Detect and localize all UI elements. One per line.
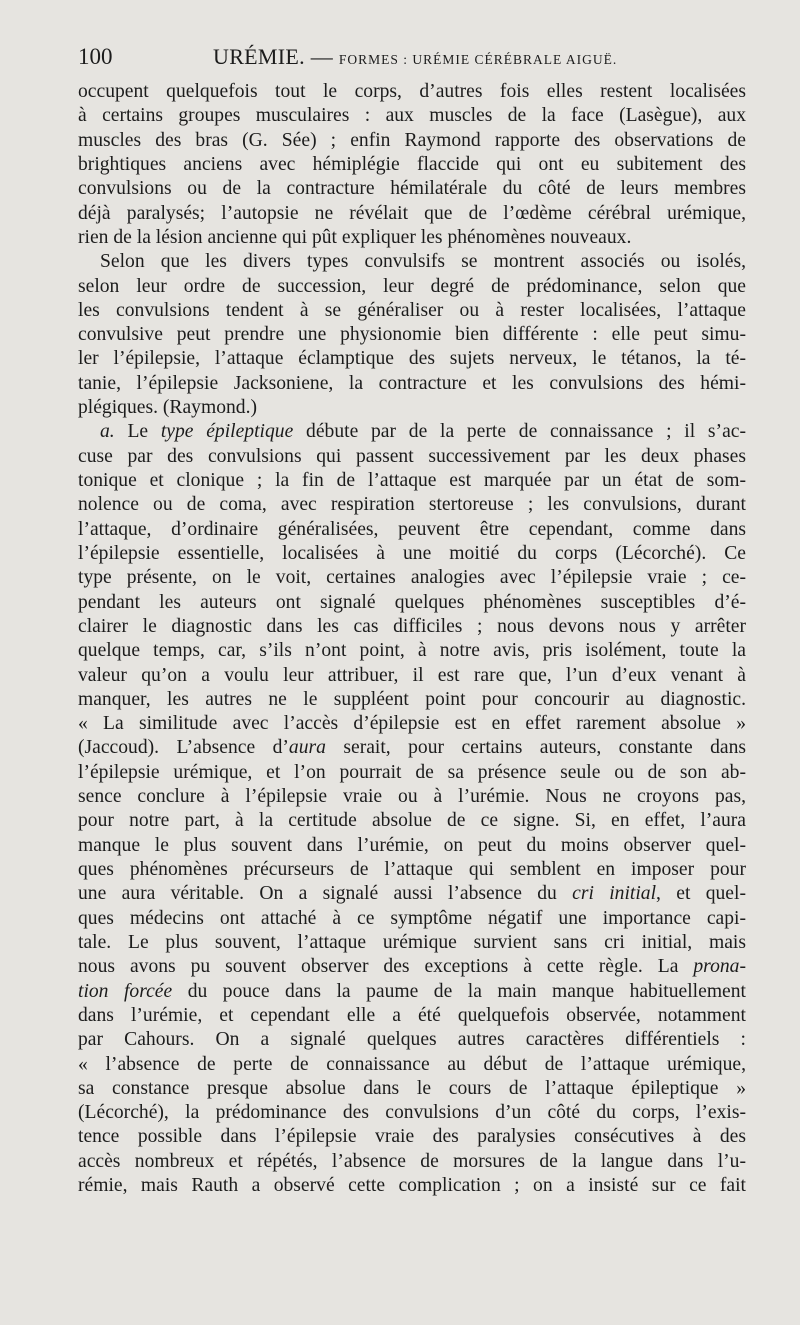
text-line: tanie, l’épilepsie Jacksoniene, la contracture et les convulsions des hémi- <box>78 372 746 394</box>
text-line: cuse par des convulsions qui passent successivement par les deux phases <box>78 445 746 467</box>
text-line: sa constance presque absolue dans le cours de l’attaque épileptique » <box>78 1077 746 1099</box>
text-line: « La similitude avec l’accès d’épilepsie est en effet rarement absolue » <box>78 713 746 735</box>
text-line: rien de la lésion ancienne qui pût expliquer les phénomènes nouveaux. <box>78 226 632 248</box>
text-line: rémie, mais Rauth a observé cette complication ; on a insisté sur ce fait <box>78 1175 746 1197</box>
text-line: les convulsions tendent à se généraliser ou à rester localisées, l’attaque <box>78 299 746 321</box>
text-line: accès nombreux et répétés, l’absence de morsures de la langue dans l’u- <box>78 1150 746 1172</box>
text-line: (Lécorché), la prédominance des convulsions d’un côté du corps, l’exis- <box>78 1102 746 1124</box>
text-line: pendant les auteurs ont signalé quelques phénomènes susceptibles d’é- <box>78 591 746 613</box>
text-line: convulsive peut prendre une physionomie bien différente : elle peut simu- <box>78 324 746 346</box>
italic-term: cri initial <box>572 883 657 905</box>
running-head <box>213 44 617 70</box>
text-line: pour notre part, à la certitude absolue de ce signe. Si, en effet, l’aura <box>78 810 746 832</box>
text-line: tence possible dans l’épilepsie vraie des paralysies consécutives à des <box>78 1126 746 1148</box>
text-line: quelque temps, car, s’ils n’ont point, à notre avis, pris isolément, toute la <box>78 640 746 662</box>
text-line: ques médecins ont attaché à ce symptôme négatif une importance capi- <box>78 907 746 929</box>
text-line: Selon que les divers types convulsifs se montrent associés ou isolés, <box>100 251 746 273</box>
italic-term: a. <box>100 421 128 443</box>
text-line: sence conclure à l’épilepsie vraie ou à l’urémie. Nous ne croyons pas, <box>78 786 746 808</box>
italic-term: prona- <box>693 956 746 978</box>
text-line: clairer le diagnostic dans les cas difficiles ; nous devons nous y arrêter <box>78 615 746 637</box>
text-line: ques phénomènes précurseurs de l’attaque qui semblent en imposer pour <box>78 859 746 880</box>
text-line: selon leur ordre de succession, leur degré de prédominance, selon que <box>78 275 746 297</box>
text-line: à certains groupes musculaires : aux muscles de la face (Lasègue), aux <box>78 105 746 127</box>
text-line: convulsions ou de la contracture hémilatérale du côté de leurs membres <box>78 178 746 200</box>
text-line: occupent quelquefois tout le corps, d’autres fois elles restent localisées <box>78 81 746 102</box>
text-line: déjà paralysés; l’autopsie ne révélait que de l’œdème cérébral urémique, <box>78 202 746 224</box>
text-segment: (Jaccoud). L’absence d’ <box>78 737 289 759</box>
text-segment: débute par de la perte de connaissance ; il s’ac- <box>293 421 747 443</box>
text-segment: du pouce dans la paume de la main manque habituellement <box>172 980 746 1002</box>
italic-term: type épileptique <box>160 421 294 443</box>
text-line: valeur qu’on a voulu leur attribuer, il est rare que, l’un d’eux venant à <box>78 664 746 686</box>
text-line: l’épilepsie urémique, et l’on pourrait de sa présence seule ou de son ab- <box>78 761 746 783</box>
italic-term: tion forcée <box>78 980 173 1002</box>
text-segment: serait, pour certains auteurs, constante dans <box>325 737 747 759</box>
text-line: l’épilepsie essentielle, localisées à une moitié du corps (Lécorché). Ce <box>78 542 746 564</box>
text-line: tonique et clonique ; la fin de l’attaque est marquée par un état de som- <box>78 470 746 491</box>
text-line: manquer, les autres ne le suppléent point pour concourir au diagnostic. <box>78 688 746 710</box>
running-subtitle: FORMES : URÉMIE CÉRÉBRALE AIGUË. <box>338 52 618 67</box>
text-line <box>78 955 746 979</box>
text-line: tale. Le plus souvent, l’attaque urémique survient sans cri initial, mais <box>78 931 746 953</box>
page-header <box>78 44 722 74</box>
text-line <box>78 980 746 1004</box>
text-line: dans l’urémie, et cependant elle a été quelquefois observée, notamment <box>78 1004 746 1026</box>
text-segment: , et quel- <box>656 883 746 905</box>
text-line: nolence ou de coma, avec respiration stertoreuse ; les convulsions, durant <box>78 494 746 516</box>
text-segment: nous avons pu souvent observer des exceptions à cette règle. La <box>78 956 694 978</box>
text-segment: Le <box>127 421 161 443</box>
text-line: ler l’épilepsie, l’attaque éclamptique des sujets nerveux, le tétanos, la té- <box>78 348 746 370</box>
body-text <box>78 80 746 1198</box>
text-line <box>78 420 746 444</box>
text-line: par Cahours. On a signalé quelques autres caractères différentiels : <box>78 1029 746 1051</box>
text-line: plégiques. (Raymond.) <box>78 397 258 419</box>
italic-term: aura <box>288 737 326 759</box>
title-separator: — <box>304 44 339 69</box>
text-line <box>78 736 746 760</box>
text-line: manque le plus souvent dans l’urémie, on peut du moins observer quel- <box>78 834 746 856</box>
text-line <box>78 882 746 906</box>
text-line: muscles des bras (G. Sée) ; enfin Raymond rapporte des observations de <box>78 129 746 151</box>
text-line: « l’absence de perte de connaissance au début de l’attaque urémique, <box>78 1053 746 1075</box>
text-segment: une aura véritable. On a signalé aussi l’absence du <box>78 883 573 905</box>
text-line: type présente, on le voit, certaines analogies avec l’épilepsie vraie ; ce- <box>78 567 746 589</box>
text-line: brightiques anciens avec hémiplégie flaccide qui ont eu subitement des <box>78 153 746 175</box>
page-number: 100 <box>78 44 113 69</box>
text-line: l’attaque, d’ordinaire généralisées, peuvent être cependant, comme dans <box>78 518 746 540</box>
running-title: URÉMIE. <box>213 44 305 69</box>
